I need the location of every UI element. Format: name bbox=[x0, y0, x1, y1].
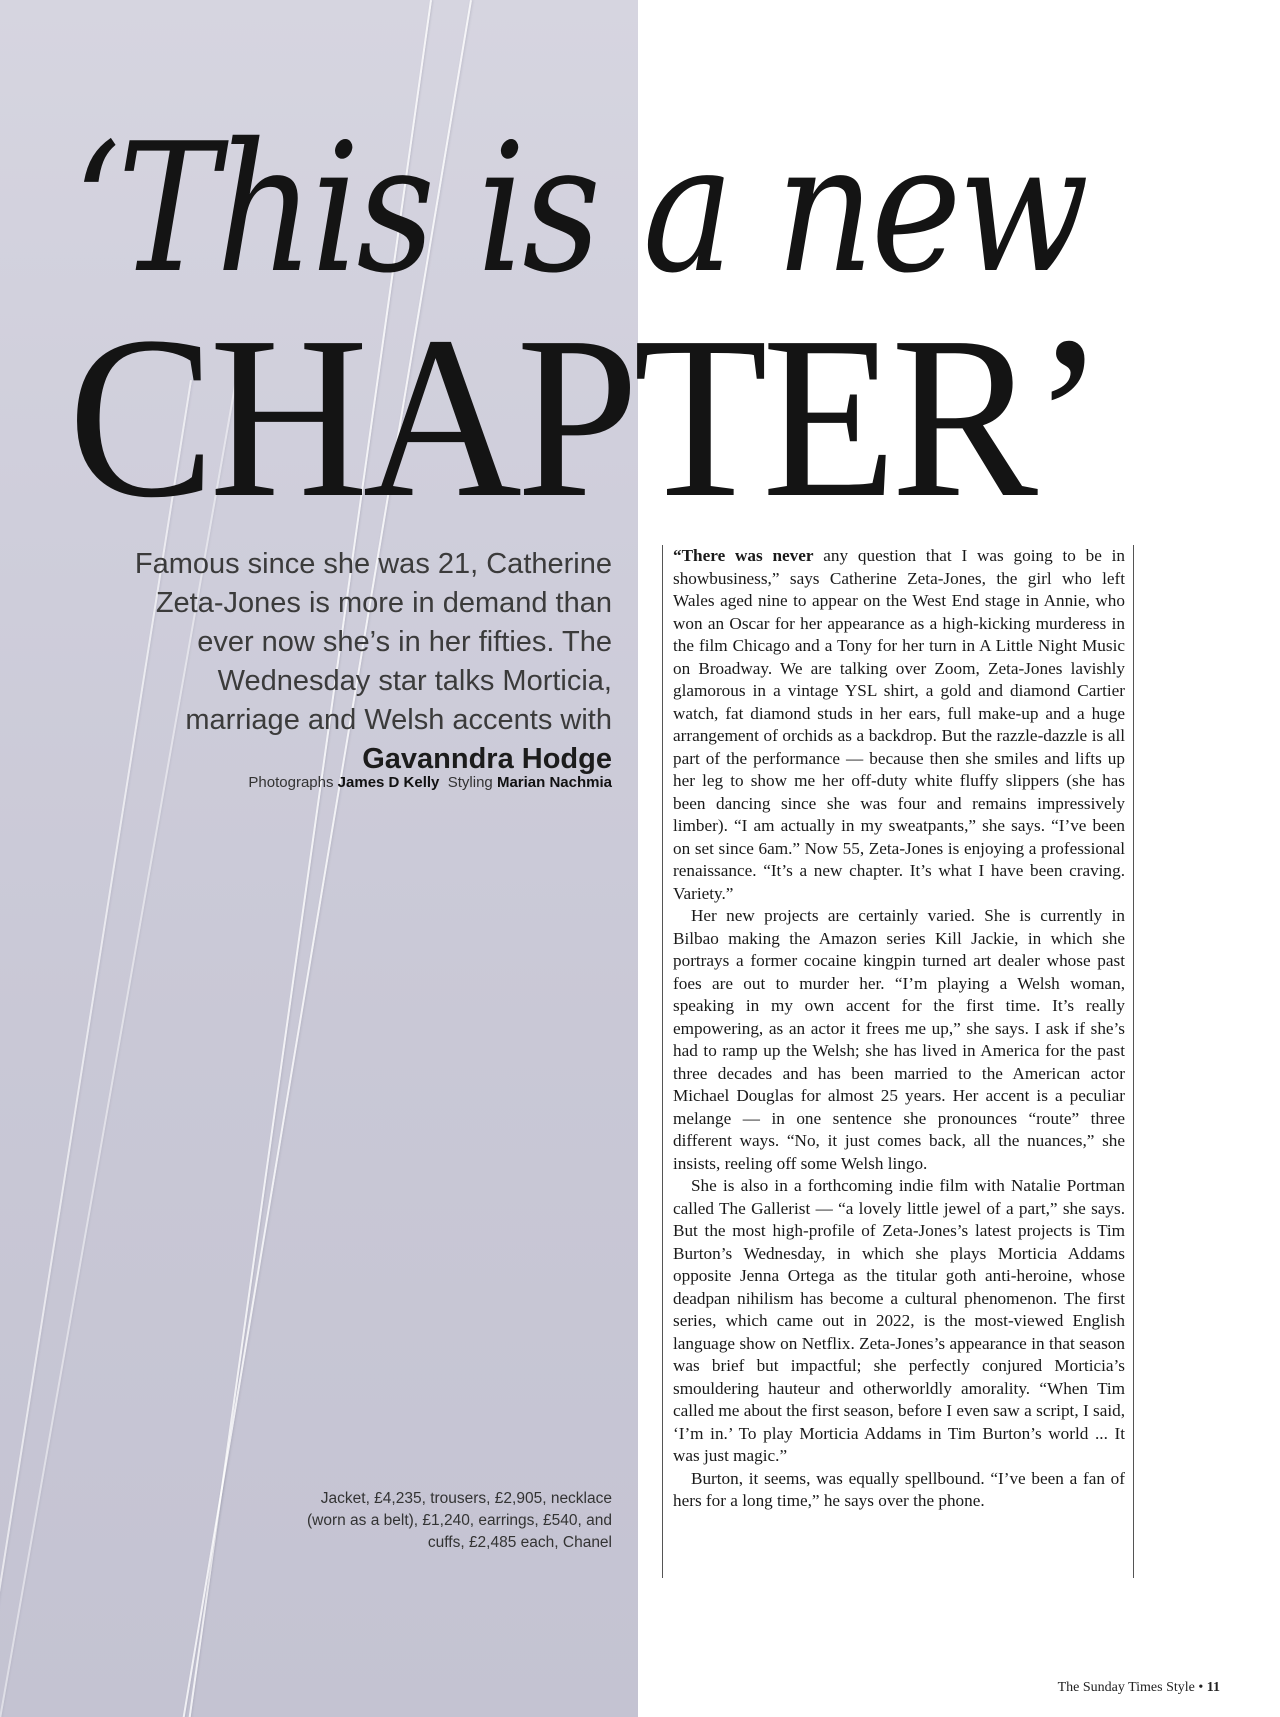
body-paragraph: Burton, it seems, was equally spellbound. “I’ve been a fan of hers for a long time,” he says over the phone. bbox=[673, 1468, 1125, 1510]
standfirst bbox=[100, 545, 612, 779]
photographer-name: James D Kelly bbox=[337, 774, 440, 791]
body-paragraph: She is also in a forthcoming indie film with Natalie Portman called The Gallerist — “a lovely little jewel of a part,” she says. But the most high-profile of Zeta-Jones’s latest projects is Tim Burton’s Wednesday, in which she plays Morticia Addams opposite Jenna Ortega as the titular goth anti-heroine, whose deadpan nihilism has become a cultural phenomenon. The first series, which came out in 2022, is the most-viewed English language show on Netflix. Zeta-Jones’s appearance in that season was brief but impactful; she perfectly conjured Morticia’s smouldering hauteur and otherworldly amorality. “When Tim called me about the first season, before I even saw a script, I said, ‘I’m in.’ To play Morticia Addams in Tim Burton’s world ... It was just magic.” bbox=[673, 1176, 1125, 1465]
publication-name: The Sunday Times Style bbox=[1057, 1680, 1195, 1695]
article-body bbox=[662, 545, 1134, 1578]
lead-in: “There was never bbox=[673, 546, 814, 565]
fashion-caption: Jacket, £4,235, trousers, £2,905, necklace (worn as a belt), £1,240, earrings, £540, and cuffs, £2,485 each, Chanel bbox=[306, 1490, 612, 1551]
author-name: Gavanndra Hodge bbox=[362, 743, 612, 775]
page-number: 11 bbox=[1206, 1680, 1220, 1695]
stylist-name: Marian Nachmia bbox=[496, 774, 612, 791]
folio-separator: • bbox=[1198, 1680, 1204, 1695]
page-folio bbox=[1058, 1680, 1220, 1696]
styling-label: Styling bbox=[447, 774, 493, 791]
headline-line-1: ‘This is a new bbox=[72, 105, 1086, 312]
headline-line-2: CHAPTER’ bbox=[68, 289, 1100, 546]
body-paragraph bbox=[673, 545, 1125, 905]
photo-credits bbox=[150, 774, 612, 791]
photographs-label: Photographs bbox=[248, 774, 334, 791]
body-paragraph: Her new projects are certainly varied. She is currently in Bilbao making the Amazon series Kill Jackie, in which she portrays a former cocaine kingpin turned art dealer whose past foes are out to murder her. “I’m playing a Welsh woman, speaking in my own accent for the first time. It’s really empowering, as an actor it frees me up,” she says. I ask if she’s had to ramp up the Welsh; she has lived in America for the past three decades and has been married to the American actor Michael Douglas for almost 25 years. Her accent is a peculiar melange — in one sentence she pronounces “route” three different ways. “No, it just comes back, all the nuances,” she insists, reeling off some Welsh lingo. bbox=[673, 906, 1125, 1173]
standfirst-text: Famous since she was 21, Catherine Zeta-Jones is more in demand than ever now she’s in her fifties. The Wednesday star talks Morticia, marriage and Welsh accents with bbox=[134, 548, 612, 736]
paragraph-text: any question that I was going to be in showbusiness,” says Catherine Zeta-Jones, the girl who left Wales aged nine to appear on the West End stage in Annie, who won an Oscar for her appearance as a high-kicking murderess in the film Chicago and a Tony for her turn in A Little Night Music on Broadway. We are talking over Zoom, Zeta-Jones lavishly glamorous in a vintage YSL shirt, a gold and diamond Cartier watch, fat diamond studs in her ears, full make-up and a huge arrangement of orchids as a backdrop. But the razzle-dazzle is all part of the performance — because then she smiles and lifts up her leg to show me her off-duty white fluffy slippers (she has been dancing since she was four and remains impressively limber). “I am actually in my sweatpants,” she says. “I’ve been on set since 6am.” Now 55, Zeta-Jones is enjoying a professional renaissance. “It’s a new chapter. It’s what I have been craving. Variety.” bbox=[673, 546, 1125, 903]
